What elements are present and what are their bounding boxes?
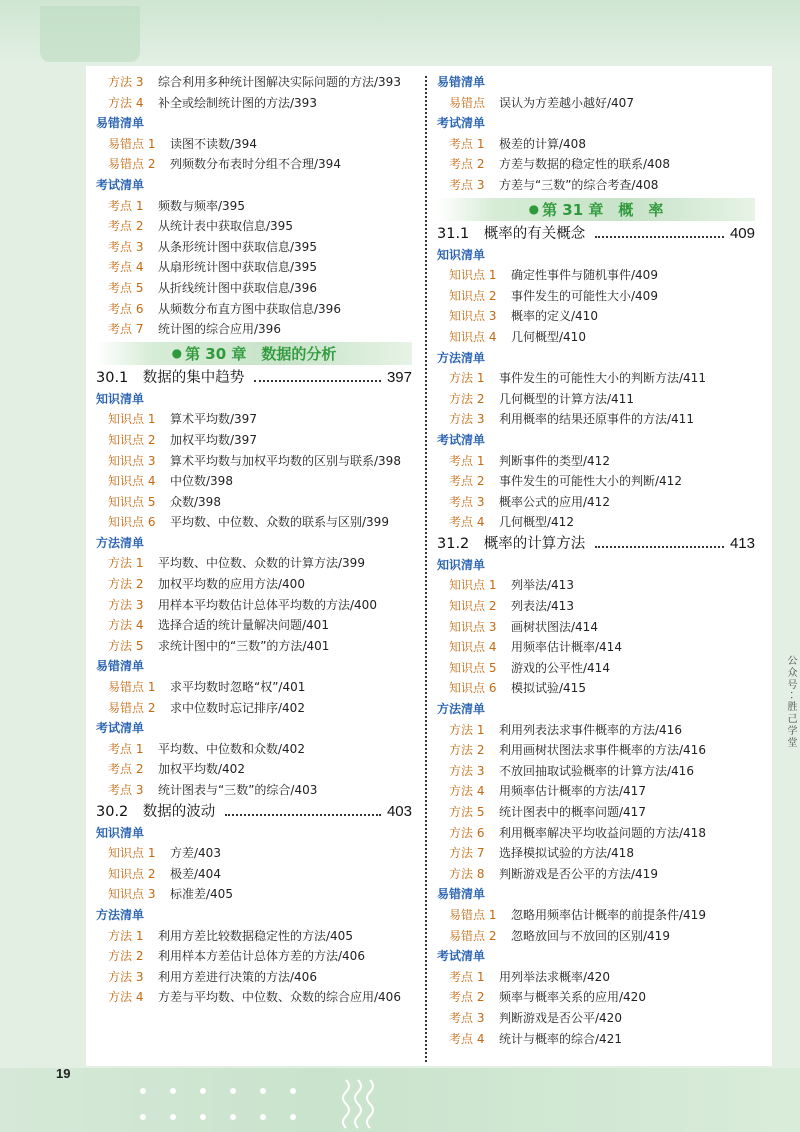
toc-entry[interactable] bbox=[96, 698, 412, 719]
toc-entry[interactable] bbox=[437, 596, 755, 617]
entry-text: 概率公式的应用/412 bbox=[499, 494, 610, 509]
top-decor-tab bbox=[40, 6, 140, 62]
entry-text: 极差的计算/408 bbox=[499, 136, 586, 151]
section-title: 31.1 概率的有关概念 bbox=[437, 225, 586, 242]
toc-entry[interactable] bbox=[96, 677, 412, 698]
chapter-banner bbox=[96, 342, 412, 365]
toc-entry[interactable] bbox=[96, 884, 412, 905]
toc-entry[interactable] bbox=[437, 492, 755, 513]
entry-label: 知识点 6 bbox=[108, 515, 156, 530]
toc-entry[interactable] bbox=[96, 471, 412, 492]
entry-text: 用列举法求概率/420 bbox=[499, 969, 610, 984]
entry-text: 算术平均数/397 bbox=[170, 412, 257, 427]
entry-text: 标准差/405 bbox=[170, 887, 233, 902]
toc-entry[interactable] bbox=[96, 299, 412, 320]
toc-entry[interactable] bbox=[96, 154, 412, 175]
toc-entry[interactable] bbox=[437, 93, 755, 114]
entry-label: 考点 1 bbox=[108, 198, 144, 213]
entry-text: 确定性事件与随机事件/409 bbox=[511, 268, 658, 283]
toc-entry[interactable] bbox=[96, 196, 412, 217]
entry-text: 加权平均数的应用方法/400 bbox=[158, 577, 305, 592]
section-title: 30.1 数据的集中趋势 bbox=[96, 369, 245, 386]
decor-dot bbox=[170, 1114, 176, 1120]
entry-text: 方差与平均数、中位数、众数的综合应用/406 bbox=[158, 990, 401, 1005]
category-heading: 易错清单 bbox=[437, 75, 486, 89]
entry-label: 知识点 5 bbox=[449, 660, 497, 675]
entry-text: 极差/404 bbox=[170, 866, 221, 881]
toc-entry[interactable] bbox=[437, 967, 755, 988]
toc-entry[interactable] bbox=[96, 843, 412, 864]
entry-label: 知识点 1 bbox=[449, 268, 497, 283]
entry-text: 利用方差比较数据稳定性的方法/405 bbox=[158, 928, 353, 943]
toc-entry[interactable] bbox=[437, 154, 755, 175]
entry-label: 考点 2 bbox=[108, 762, 144, 777]
entry-text: 从统计表中获取信息/395 bbox=[158, 219, 293, 234]
entry-text: 利用画树状图法求事件概率的方法/416 bbox=[499, 743, 706, 758]
toc-entry[interactable] bbox=[96, 278, 412, 299]
toc-entry[interactable] bbox=[437, 802, 755, 823]
toc-entry[interactable] bbox=[96, 739, 412, 760]
toc-left-column bbox=[96, 72, 412, 1008]
toc-entry[interactable] bbox=[96, 615, 412, 636]
entry-text: 利用概率解决平均收益问题的方法/418 bbox=[499, 825, 706, 840]
toc-entry[interactable] bbox=[437, 905, 755, 926]
decor-waves bbox=[340, 1078, 380, 1130]
entry-text: 统计图的综合应用/396 bbox=[158, 322, 281, 337]
column-divider bbox=[425, 76, 427, 1062]
entry-label: 考点 1 bbox=[108, 741, 144, 756]
entry-text: 从频数分布直方图中获取信息/396 bbox=[158, 301, 341, 316]
section-page-number: 413 bbox=[729, 534, 755, 552]
decor-dot bbox=[230, 1114, 236, 1120]
decor-dot bbox=[140, 1088, 146, 1094]
entry-label: 知识点 2 bbox=[449, 288, 497, 303]
toc-entry[interactable] bbox=[437, 926, 755, 947]
toc-right-column bbox=[437, 72, 755, 1049]
category-heading: 知识清单 bbox=[96, 391, 145, 406]
toc-entry[interactable] bbox=[437, 389, 755, 410]
entry-label: 考点 3 bbox=[108, 783, 144, 797]
toc-entry[interactable] bbox=[96, 553, 412, 574]
entry-text: 算术平均数与加权平均数的区别与联系/398 bbox=[170, 453, 401, 468]
entry-text: 忽略用频率估计概率的前提条件/419 bbox=[511, 907, 706, 922]
decor-dot bbox=[230, 1088, 236, 1094]
entry-label: 方法 3 bbox=[108, 75, 144, 89]
section-heading[interactable] bbox=[437, 533, 755, 555]
toc-entry[interactable] bbox=[437, 512, 755, 533]
entry-label: 考点 1 bbox=[449, 453, 485, 468]
bullet-icon: ● bbox=[528, 202, 540, 217]
entry-label: 考点 5 bbox=[108, 280, 144, 295]
page-number: 19 bbox=[56, 1066, 71, 1081]
toc-entry[interactable] bbox=[96, 93, 412, 114]
entry-label: 考点 4 bbox=[108, 260, 144, 275]
entry-text: 统计与概率的综合/421 bbox=[499, 1031, 622, 1046]
entry-text: 加权平均数/397 bbox=[170, 432, 257, 447]
top-decor-band bbox=[0, 0, 800, 64]
entry-text: 选择模拟试验的方法/418 bbox=[499, 846, 634, 861]
entry-label: 考点 1 bbox=[449, 136, 485, 151]
entry-label: 易错点 bbox=[449, 95, 486, 110]
entry-text: 利用方差进行决策的方法/406 bbox=[158, 969, 317, 984]
section-heading[interactable] bbox=[96, 367, 412, 389]
section-heading[interactable] bbox=[96, 801, 412, 823]
category-heading: 考试清单 bbox=[96, 177, 145, 192]
decor-dot bbox=[200, 1088, 206, 1094]
entry-label: 考点 2 bbox=[449, 157, 485, 172]
toc-entry[interactable] bbox=[96, 595, 412, 616]
entry-text: 选择合适的统计量解决问题/401 bbox=[158, 618, 329, 633]
entry-label: 易错点 2 bbox=[108, 157, 156, 172]
toc-entry[interactable] bbox=[437, 637, 755, 658]
entry-label: 方法 6 bbox=[449, 825, 485, 840]
toc-entry[interactable] bbox=[96, 430, 412, 451]
category-heading: 考试清单 bbox=[437, 949, 486, 964]
toc-entry[interactable] bbox=[96, 216, 412, 237]
entry-text: 从扇形统计图中获取信息/395 bbox=[158, 260, 317, 275]
entry-label: 方法 8 bbox=[449, 866, 485, 881]
section-page-number: 403 bbox=[386, 802, 412, 820]
entry-text: 统计图表中的概率问题/417 bbox=[499, 805, 646, 819]
decor-dot bbox=[140, 1114, 146, 1120]
entry-text: 不放回抽取试验概率的计算方法/416 bbox=[499, 763, 694, 778]
toc-entry[interactable] bbox=[437, 134, 755, 155]
toc-entry[interactable] bbox=[437, 987, 755, 1008]
entry-label: 方法 3 bbox=[108, 597, 144, 612]
entry-label: 方法 1 bbox=[449, 371, 485, 386]
entry-label: 考点 3 bbox=[449, 177, 485, 192]
entry-text: 众数/398 bbox=[170, 494, 221, 509]
toc-entry[interactable] bbox=[437, 1008, 755, 1029]
bullet-icon: ● bbox=[171, 346, 183, 361]
toc-entry[interactable] bbox=[96, 987, 412, 1008]
entry-label: 方法 1 bbox=[449, 722, 485, 737]
entry-text: 利用样本方差估计总体方差的方法/406 bbox=[158, 949, 365, 964]
toc-entry[interactable] bbox=[96, 72, 412, 93]
entry-text: 用频率估计概率/414 bbox=[511, 640, 622, 655]
entry-text: 平均数、中位数和众数/402 bbox=[158, 741, 305, 756]
category-heading: 知识清单 bbox=[437, 247, 486, 262]
toc-entry[interactable] bbox=[437, 823, 755, 844]
entry-text: 综合利用多种统计图解决实际问题的方法/393 bbox=[158, 75, 401, 89]
entry-text: 事件发生的可能性大小的判断方法/411 bbox=[499, 371, 706, 386]
toc-entry[interactable] bbox=[437, 306, 755, 327]
toc-entry[interactable] bbox=[96, 257, 412, 278]
entry-label: 易错点 2 bbox=[108, 700, 156, 715]
entry-text: 几何概型/412 bbox=[499, 515, 574, 530]
entry-text: 频率与概率关系的应用/420 bbox=[499, 990, 646, 1005]
entry-label: 方法 7 bbox=[449, 846, 485, 861]
toc-entry[interactable] bbox=[96, 492, 412, 513]
category-heading: 考试清单 bbox=[437, 432, 486, 447]
entry-label: 方法 2 bbox=[449, 743, 485, 758]
bottom-decor-band bbox=[0, 1068, 800, 1132]
toc-entry[interactable] bbox=[437, 471, 755, 492]
entry-label: 考点 3 bbox=[449, 1010, 485, 1025]
entry-label: 方法 2 bbox=[449, 391, 485, 406]
side-watermark-text: 公众号··胜己学堂 bbox=[785, 655, 796, 750]
dot-leader bbox=[225, 814, 381, 816]
entry-label: 考点 2 bbox=[108, 219, 144, 234]
entry-text: 读图不读数/394 bbox=[170, 136, 257, 151]
dot-leader bbox=[595, 546, 724, 548]
entry-label: 考点 6 bbox=[108, 301, 144, 316]
entry-text: 方差与“三数”的综合考查/408 bbox=[499, 177, 659, 192]
toc-entry[interactable] bbox=[437, 575, 755, 596]
entry-label: 知识点 1 bbox=[108, 846, 156, 861]
entry-text: 用频率估计概率的方法/417 bbox=[499, 784, 646, 799]
entry-label: 易错点 1 bbox=[108, 136, 156, 151]
toc-entry[interactable] bbox=[96, 864, 412, 885]
entry-text: 从折线统计图中获取信息/396 bbox=[158, 280, 317, 295]
chapter-title: 第 30 章 数据的分析 bbox=[185, 344, 337, 363]
entry-text: 忽略放回与不放回的区别/419 bbox=[511, 928, 670, 943]
decor-dot bbox=[290, 1088, 296, 1094]
section-page-number: 397 bbox=[386, 368, 412, 386]
toc-entry[interactable] bbox=[437, 864, 755, 885]
entry-label: 考点 4 bbox=[449, 515, 485, 530]
entry-label: 知识点 1 bbox=[108, 412, 156, 427]
entry-text: 统计图表与“三数”的综合/403 bbox=[158, 783, 318, 797]
entry-label: 知识点 3 bbox=[449, 309, 497, 324]
entry-text: 用样本平均数估计总体平均数的方法/400 bbox=[158, 597, 377, 612]
entry-text: 模拟试验/415 bbox=[511, 681, 586, 696]
entry-text: 事件发生的可能性大小/409 bbox=[511, 288, 658, 303]
entry-label: 知识点 2 bbox=[108, 432, 156, 447]
entry-label: 知识点 3 bbox=[108, 453, 156, 468]
toc-entry[interactable] bbox=[96, 512, 412, 533]
entry-text: 求平均数时忽略“权”/401 bbox=[170, 680, 306, 695]
dot-leader bbox=[254, 380, 381, 382]
decor-dot bbox=[260, 1088, 266, 1094]
category-heading: 知识清单 bbox=[96, 825, 145, 840]
entry-label: 知识点 2 bbox=[449, 599, 497, 614]
section-heading[interactable] bbox=[437, 223, 755, 245]
category-heading: 知识清单 bbox=[437, 557, 486, 572]
entry-text: 加权平均数/402 bbox=[158, 762, 245, 777]
toc-entry[interactable] bbox=[437, 327, 755, 348]
entry-label: 知识点 5 bbox=[108, 494, 156, 509]
entry-label: 知识点 1 bbox=[449, 578, 497, 593]
section-title: 30.2 数据的波动 bbox=[96, 803, 216, 820]
entry-label: 方法 5 bbox=[449, 805, 485, 819]
entry-text: 游戏的公平性/414 bbox=[511, 660, 610, 675]
toc-entry[interactable] bbox=[96, 967, 412, 988]
entry-text: 列表法/413 bbox=[511, 599, 574, 614]
entry-text: 补全或绘制统计图的方法/393 bbox=[158, 95, 317, 110]
entry-text: 判断游戏是否公平的方法/419 bbox=[499, 866, 658, 881]
entry-label: 考点 3 bbox=[449, 494, 485, 509]
category-heading: 方法清单 bbox=[96, 907, 145, 922]
toc-entry[interactable] bbox=[437, 843, 755, 864]
category-heading: 方法清单 bbox=[96, 535, 145, 550]
category-heading: 考试清单 bbox=[96, 721, 145, 736]
toc-entry[interactable] bbox=[96, 946, 412, 967]
entry-text: 平均数、中位数、众数的计算方法/399 bbox=[158, 556, 365, 571]
entry-text: 方差与数据的稳定性的联系/408 bbox=[499, 157, 670, 172]
toc-entry[interactable] bbox=[96, 759, 412, 780]
decor-dots bbox=[130, 1080, 330, 1130]
entry-text: 判断游戏是否公平/420 bbox=[499, 1010, 622, 1025]
entry-text: 判断事件的类型/412 bbox=[499, 453, 610, 468]
decor-dot bbox=[170, 1088, 176, 1094]
category-heading: 方法清单 bbox=[437, 702, 486, 717]
toc-entry[interactable] bbox=[96, 134, 412, 155]
toc-entry[interactable] bbox=[437, 678, 755, 699]
entry-text: 平均数、中位数、众数的联系与区别/399 bbox=[170, 515, 389, 530]
toc-entry[interactable] bbox=[96, 780, 412, 801]
section-page-number: 409 bbox=[729, 224, 755, 242]
entry-label: 知识点 4 bbox=[108, 474, 156, 489]
entry-label: 知识点 2 bbox=[108, 866, 156, 881]
toc-entry[interactable] bbox=[437, 658, 755, 679]
entry-text: 利用列表法求事件概率的方法/416 bbox=[499, 722, 682, 737]
entry-label: 方法 4 bbox=[108, 990, 144, 1005]
entry-label: 方法 1 bbox=[108, 928, 144, 943]
entry-text: 求中位数时忘记排序/402 bbox=[170, 700, 305, 715]
entry-text: 误认为方差越小越好/407 bbox=[499, 95, 634, 110]
dot-leader bbox=[595, 236, 724, 238]
toc-entry[interactable] bbox=[437, 1029, 755, 1050]
entry-label: 考点 2 bbox=[449, 474, 485, 489]
category-heading: 方法清单 bbox=[437, 350, 486, 365]
toc-entry[interactable] bbox=[437, 740, 755, 761]
entry-text: 求统计图中的“三数”的方法/401 bbox=[158, 638, 330, 653]
entry-text: 列举法/413 bbox=[511, 578, 574, 593]
entry-label: 考点 1 bbox=[449, 969, 485, 984]
toc-entry[interactable] bbox=[437, 175, 755, 196]
category-heading: 考试清单 bbox=[437, 116, 486, 131]
entry-label: 考点 4 bbox=[449, 1031, 485, 1046]
entry-label: 方法 1 bbox=[108, 556, 144, 571]
toc-entry[interactable] bbox=[96, 237, 412, 258]
entry-label: 方法 4 bbox=[108, 95, 144, 110]
toc-entry[interactable] bbox=[437, 617, 755, 638]
entry-label: 考点 2 bbox=[449, 990, 485, 1005]
decor-dot bbox=[200, 1114, 206, 1120]
entry-text: 利用概率的结果还原事件的方法/411 bbox=[499, 412, 694, 427]
toc-entry[interactable] bbox=[437, 409, 755, 430]
entry-label: 知识点 3 bbox=[449, 619, 497, 634]
entry-label: 方法 4 bbox=[108, 618, 144, 633]
category-heading: 易错清单 bbox=[96, 659, 145, 674]
toc-entry[interactable] bbox=[96, 409, 412, 430]
entry-text: 中位数/398 bbox=[170, 474, 233, 489]
entry-label: 考点 7 bbox=[108, 322, 144, 337]
entry-text: 列频数分布表时分组不合理/394 bbox=[170, 157, 341, 172]
entry-text: 画树状图法/414 bbox=[511, 619, 598, 634]
toc-entry[interactable] bbox=[96, 926, 412, 947]
chapter-banner bbox=[437, 198, 755, 221]
category-heading: 易错清单 bbox=[437, 887, 486, 902]
entry-label: 方法 4 bbox=[449, 784, 485, 799]
category-heading: 易错清单 bbox=[96, 116, 145, 131]
decor-dot bbox=[290, 1114, 296, 1120]
entry-label: 知识点 4 bbox=[449, 640, 497, 655]
toc-entry[interactable] bbox=[437, 368, 755, 389]
entry-label: 易错点 1 bbox=[108, 680, 156, 695]
entry-text: 事件发生的可能性大小的判断/412 bbox=[499, 474, 682, 489]
toc-entry[interactable] bbox=[437, 720, 755, 741]
toc-entry[interactable] bbox=[437, 286, 755, 307]
toc-entry[interactable] bbox=[96, 636, 412, 657]
entry-label: 方法 2 bbox=[108, 577, 144, 592]
entry-text: 几何概型/410 bbox=[511, 329, 586, 344]
entry-text: 频数与频率/395 bbox=[158, 198, 245, 213]
entry-label: 易错点 2 bbox=[449, 928, 497, 943]
entry-label: 方法 3 bbox=[449, 763, 485, 778]
entry-label: 方法 3 bbox=[108, 969, 144, 984]
entry-label: 易错点 1 bbox=[449, 907, 497, 922]
toc-entry[interactable] bbox=[96, 319, 412, 340]
entry-text: 从条形统计图中获取信息/395 bbox=[158, 239, 317, 254]
chapter-title: 第 31 章 概 率 bbox=[542, 200, 664, 219]
entry-label: 知识点 3 bbox=[108, 887, 156, 902]
entry-label: 考点 3 bbox=[108, 239, 144, 254]
entry-text: 概率的定义/410 bbox=[511, 309, 598, 324]
section-title: 31.2 概率的计算方法 bbox=[437, 535, 586, 552]
toc-entry[interactable] bbox=[437, 265, 755, 286]
entry-text: 几何概型的计算方法/411 bbox=[499, 391, 634, 406]
decor-dot bbox=[260, 1114, 266, 1120]
toc-entry[interactable] bbox=[437, 781, 755, 802]
toc-entry[interactable] bbox=[437, 761, 755, 782]
entry-label: 方法 5 bbox=[108, 638, 144, 653]
entry-label: 方法 2 bbox=[108, 949, 144, 964]
entry-text: 方差/403 bbox=[170, 846, 221, 861]
toc-entry[interactable] bbox=[437, 451, 755, 472]
entry-label: 知识点 6 bbox=[449, 681, 497, 696]
entry-label: 方法 3 bbox=[449, 412, 485, 427]
toc-entry[interactable] bbox=[96, 574, 412, 595]
entry-label: 知识点 4 bbox=[449, 329, 497, 344]
toc-entry[interactable] bbox=[96, 451, 412, 472]
